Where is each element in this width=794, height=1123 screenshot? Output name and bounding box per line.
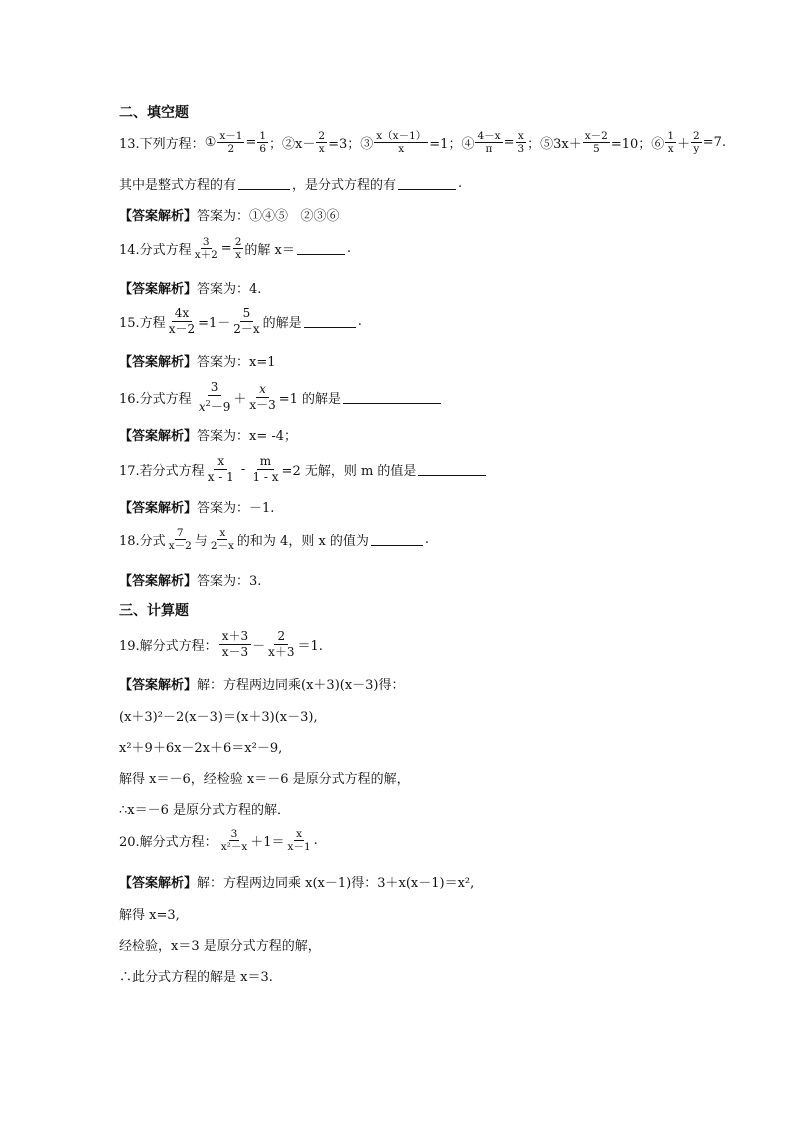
fraction xyxy=(209,527,236,552)
fraction xyxy=(231,306,261,337)
step-text: ∴x＝－6 是原分式方程的解． xyxy=(119,803,291,818)
q16-suffix: =1 的解是 xyxy=(278,392,342,407)
q14-prefix: 14.分式方程 xyxy=(119,243,192,258)
den-rest: －9 xyxy=(210,400,231,414)
q14-eq: = xyxy=(220,241,232,256)
answer-text: 答案为：①④⑤ ②③⑥ xyxy=(197,209,340,224)
question-13 xyxy=(119,130,726,155)
numerator xyxy=(256,382,269,398)
numerator: x－1 xyxy=(219,130,243,142)
fraction xyxy=(583,130,610,155)
numerator: 3 xyxy=(202,236,210,248)
q17-suffix: =2 无解，则 m 的值是 xyxy=(281,464,417,479)
answer-tag: 【答案解析】 xyxy=(119,282,198,297)
fraction xyxy=(250,454,280,485)
q15-suffix: 的解是 xyxy=(262,316,302,331)
q19-suffix: ＝1. xyxy=(297,639,323,654)
q19-minus: － xyxy=(252,639,266,654)
answer-16 xyxy=(119,425,297,444)
answer-13 xyxy=(119,205,339,224)
fraction xyxy=(475,130,502,155)
fraction xyxy=(219,629,251,660)
q13-plus6: ＋ xyxy=(677,137,691,152)
denominator: x－1 xyxy=(287,841,311,853)
answer-text: 答案为：4. xyxy=(197,282,262,297)
answer-tag: 【答案解析】 xyxy=(119,429,198,444)
numerator: x＋3 xyxy=(219,629,251,645)
exponent: 2 xyxy=(205,399,211,408)
fraction xyxy=(233,236,244,261)
denominator: x－3 xyxy=(221,645,249,659)
question-15 xyxy=(119,306,362,337)
question-18 xyxy=(119,527,429,552)
q13-c5: ；⑤3x＋ xyxy=(527,137,582,152)
denominator: x - 1 xyxy=(207,470,234,484)
q13-eq5: =10；⑥ xyxy=(610,137,665,152)
denominator: 2－x xyxy=(233,322,260,336)
answer-blank[interactable] xyxy=(418,463,486,476)
q18-end: . xyxy=(424,532,430,547)
fraction xyxy=(691,130,702,155)
numerator: 2 xyxy=(274,629,288,645)
denominator: x xyxy=(318,143,325,155)
solution-step xyxy=(119,904,180,923)
answer-15 xyxy=(119,351,276,370)
step-text: (x＋3)²－2(x－3)＝(x＋3)(x－3), xyxy=(119,710,318,725)
answer-text: 答案为：－1. xyxy=(197,501,275,516)
fraction xyxy=(316,130,327,155)
solution-step xyxy=(119,737,282,756)
section-title: 二、填空题 xyxy=(119,105,189,121)
fraction xyxy=(219,828,250,853)
answer-blank[interactable] xyxy=(343,391,441,404)
question-13-line2 xyxy=(119,174,462,193)
answer-tag: 【答案解析】 xyxy=(119,209,198,224)
answer-tag: 【答案解析】 xyxy=(119,501,198,516)
question-14 xyxy=(119,236,351,261)
q14-suffix: 的解 x＝ xyxy=(244,243,295,258)
numerator: 1 xyxy=(667,130,674,142)
answer-18 xyxy=(119,570,261,589)
question-17 xyxy=(119,454,488,485)
denominator: x＋2 xyxy=(194,249,218,261)
numerator: x xyxy=(517,130,524,142)
q14-end: . xyxy=(346,241,351,256)
numerator: 1 xyxy=(259,130,267,142)
denominator: 2 xyxy=(227,143,235,155)
answer-19 xyxy=(119,674,405,693)
q20-prefix: 20.解分式方程： xyxy=(119,835,218,850)
step-text: 解得 x＝－6，经检验 x＝－6 是原分式方程的解， xyxy=(119,772,410,787)
answer-14 xyxy=(119,278,261,297)
q18-prefix: 18.分式 xyxy=(119,534,166,549)
fraction xyxy=(206,454,236,485)
q13-prefix: 13.下列方程： xyxy=(119,137,205,152)
numerator: 3 xyxy=(230,828,238,840)
numerator: x（x－1） xyxy=(376,130,427,142)
step-text: x²＋9＋6x－2x＋6＝x²－9, xyxy=(119,741,283,756)
fraction xyxy=(217,130,244,155)
question-20 xyxy=(119,828,318,853)
denominator: x xyxy=(235,249,241,261)
section-heading-fill-in xyxy=(119,102,189,122)
answer-blank[interactable] xyxy=(297,242,345,255)
step-text: 解得 x=3, xyxy=(119,908,180,923)
denominator: 2－x xyxy=(210,540,234,552)
q15-mid: =1－ xyxy=(198,316,231,331)
q18-suffix: 的和为 4，则 x 的值为 xyxy=(236,534,369,549)
fraction xyxy=(374,130,428,155)
question-16 xyxy=(119,380,443,415)
answer-blank[interactable] xyxy=(398,177,456,190)
numerator: 2 xyxy=(318,130,326,142)
denominator: y xyxy=(693,143,700,155)
var-x: x xyxy=(198,400,206,414)
answer-text: 答案为：x=1 xyxy=(197,355,276,370)
q15-end: . xyxy=(357,314,362,329)
q13-line2b: ，是分式方程的有 xyxy=(292,178,397,193)
denominator: x－3 xyxy=(249,398,276,412)
denominator: x xyxy=(398,143,405,155)
answer-blank[interactable] xyxy=(304,315,356,328)
numerator: x xyxy=(296,828,303,840)
fraction xyxy=(515,130,526,155)
q20-plus: ＋1＝ xyxy=(250,835,285,850)
answer-text: 答案为：x= -4； xyxy=(197,429,298,444)
numerator: x xyxy=(219,527,226,539)
solution-step xyxy=(119,799,290,818)
fraction xyxy=(167,527,194,552)
fraction xyxy=(167,306,197,337)
step-text: 经检验，x＝3 是原分式方程的解， xyxy=(119,939,321,954)
q16-plus: ＋ xyxy=(233,392,247,407)
answer-blank[interactable] xyxy=(238,177,290,190)
numerator: 7 xyxy=(176,527,184,539)
fraction xyxy=(286,828,313,853)
denominator: π xyxy=(485,143,493,155)
step-text: ∴此分式方程的解是 x＝3. xyxy=(119,970,273,985)
section-title: 三、计算题 xyxy=(119,603,189,619)
denominator: 6 xyxy=(259,143,267,155)
denominator xyxy=(197,396,233,415)
q13-line2c: . xyxy=(458,176,463,191)
denominator: x＋3 xyxy=(268,645,295,659)
numerator: m xyxy=(257,454,274,470)
denominator: x－2 xyxy=(168,540,192,552)
q17-minus: - xyxy=(236,462,250,477)
q15-prefix: 15.方程 xyxy=(119,316,166,331)
answer-text: 解：方程两边同乘(x＋3)(x－3)得： xyxy=(197,678,405,693)
q13-c1: ① xyxy=(204,135,217,150)
numerator: 5 xyxy=(240,306,254,322)
answer-tag: 【答案解析】 xyxy=(119,355,198,370)
q13-eq6: =7. xyxy=(702,135,726,150)
fraction xyxy=(247,382,277,413)
q13-line2a: 其中是整式方程的有 xyxy=(119,178,237,193)
fraction xyxy=(665,130,676,155)
answer-text: 答案为：3. xyxy=(197,574,262,589)
q16-prefix: 16.分式方程 xyxy=(119,392,196,407)
solution-step xyxy=(119,768,410,787)
denominator: 1 - x xyxy=(252,470,279,484)
q13-eq1: = xyxy=(245,135,257,150)
numerator: x－2 xyxy=(584,130,608,142)
numerator: 2 xyxy=(234,236,242,248)
solution-step xyxy=(119,935,321,954)
solution-step xyxy=(119,706,318,725)
numerator: 3 xyxy=(208,380,222,396)
numerator: 2 xyxy=(693,130,700,142)
q13-eq4: = xyxy=(503,135,515,150)
fraction xyxy=(257,130,268,155)
denominator: x－2 xyxy=(168,322,196,336)
denominator: x xyxy=(667,143,674,155)
q13-eq3: =1；④ xyxy=(429,137,475,152)
answer-blank[interactable] xyxy=(371,533,423,546)
q20-end: . xyxy=(313,833,318,848)
answer-tag: 【答案解析】 xyxy=(119,678,198,693)
answer-text: 解：方程两边同乘 x(x－1)得：3＋x(x－1)＝x², xyxy=(197,876,475,891)
solution-step xyxy=(119,966,273,985)
q18-mid: 与 xyxy=(194,534,208,549)
fraction xyxy=(266,629,296,660)
q19-prefix: 19.解分式方程： xyxy=(119,639,218,654)
q17-prefix: 17.若分式方程 xyxy=(119,464,205,479)
numerator: x xyxy=(214,454,227,470)
var-x: x xyxy=(259,382,266,396)
numerator: 4x xyxy=(172,306,192,322)
numerator: 4－x xyxy=(477,130,501,142)
section-heading-calculation xyxy=(119,600,189,620)
q13-eq2: =3；③ xyxy=(328,137,374,152)
denominator: 5 xyxy=(592,143,600,155)
answer-20 xyxy=(119,872,474,891)
question-19 xyxy=(119,629,323,660)
fraction xyxy=(197,380,233,415)
answer-tag: 【答案解析】 xyxy=(119,876,198,891)
answer-17 xyxy=(119,497,274,516)
denominator: 3 xyxy=(517,143,525,155)
q13-c2: ；②x－ xyxy=(269,137,316,152)
answer-tag: 【答案解析】 xyxy=(119,574,198,589)
fraction xyxy=(193,236,220,261)
denominator: x²－x xyxy=(220,841,248,853)
